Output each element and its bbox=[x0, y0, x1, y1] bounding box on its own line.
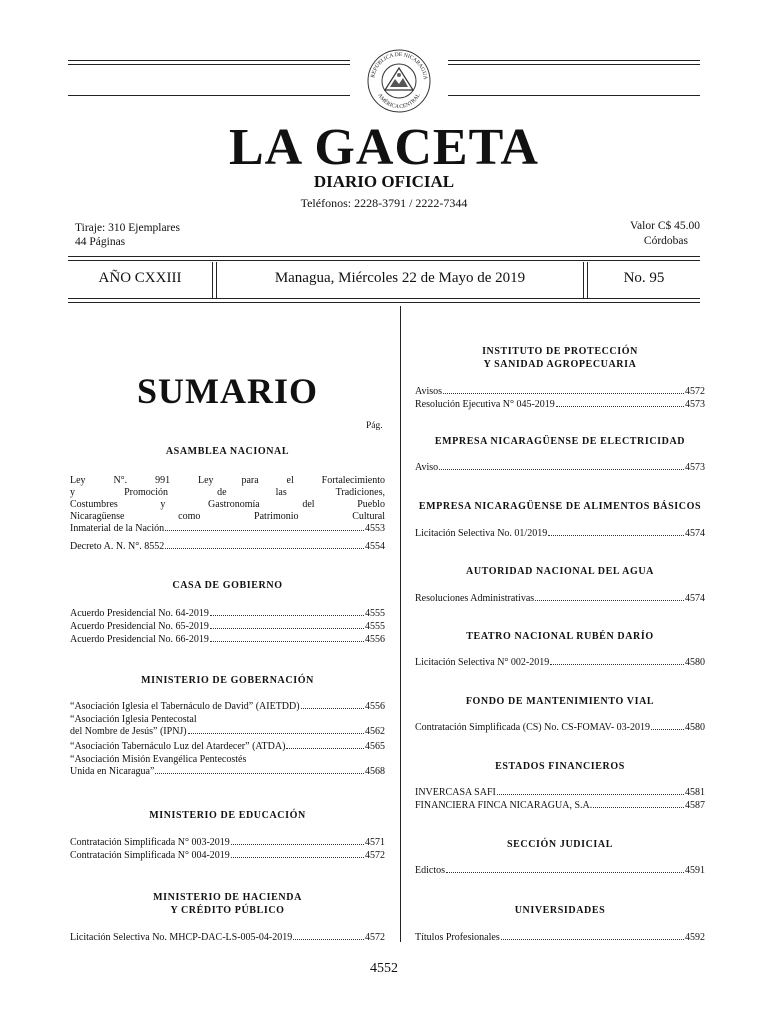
toc-entry-page: 4573 bbox=[685, 399, 705, 410]
dot-leader bbox=[188, 733, 364, 734]
toc-entry-text: del Nombre de Jesús” (IPNJ) bbox=[70, 726, 187, 737]
dot-leader bbox=[548, 535, 684, 536]
toc-entry-page: 4572 bbox=[365, 850, 385, 861]
info-bar-top-rule-2 bbox=[68, 260, 700, 261]
toc-entry-page: 4580 bbox=[685, 657, 705, 668]
toc-entry-text: Contratación Simplificada (CS) No. CS-FOMAV- 03-2019 bbox=[415, 722, 650, 733]
info-bar-bottom-rule bbox=[68, 298, 700, 299]
svg-text:AMÉRICA CENTRAL: AMÉRICA CENTRAL bbox=[376, 92, 422, 111]
issue-year: AÑO CXXIII bbox=[98, 270, 182, 286]
info-bar-divider-2 bbox=[583, 262, 584, 298]
newspaper-subtitle: DIARIO OFICIAL bbox=[313, 172, 455, 191]
section-title: MINISTERIO DE GOBERNACIÓN bbox=[141, 675, 314, 686]
toc-entry[interactable] bbox=[70, 701, 385, 713]
dot-leader bbox=[165, 548, 364, 549]
toc-entry-line: Ley N°. 991 Ley para el Fortalecimiento bbox=[70, 475, 385, 486]
dot-leader bbox=[231, 857, 364, 858]
dot-leader bbox=[210, 615, 364, 616]
toc-entry-page: 4553 bbox=[365, 523, 385, 534]
dot-leader bbox=[501, 939, 684, 940]
dot-leader bbox=[651, 729, 684, 730]
section-title-line-2: Y SANIDAD AGROPECUARIA bbox=[483, 359, 637, 370]
toc-entry-page: 4572 bbox=[685, 386, 705, 397]
toc-entry[interactable] bbox=[415, 462, 705, 474]
toc-entry-text: Licitación Selectiva N° 002-2019 bbox=[415, 657, 550, 668]
toc-entry-text: Resoluciones Administrativas bbox=[415, 593, 535, 604]
toc-entry-page: 4562 bbox=[365, 726, 385, 737]
phone-numbers: Teléfonos: 2228-3791 / 2222-7344 bbox=[300, 196, 468, 210]
toc-entry-page: 4580 bbox=[685, 722, 705, 733]
toc-entry-page: 4571 bbox=[365, 837, 385, 848]
toc-entry-page: 4554 bbox=[365, 541, 385, 552]
toc-entry-line: “Asociación Misión Evangélica Pentecostés bbox=[70, 754, 247, 765]
toc-entry-line: Costumbres y Gastronomía del Pueblo bbox=[70, 499, 385, 510]
dot-leader bbox=[535, 600, 684, 601]
toc-entry-page: 4556 bbox=[365, 701, 385, 712]
toc-entry-text: Contratación Simplificada N° 004-2019 bbox=[70, 850, 230, 861]
dot-leader bbox=[210, 641, 364, 642]
toc-entry-text: Títulos Profesionales bbox=[415, 932, 500, 943]
toc-entry[interactable] bbox=[415, 657, 705, 669]
toc-entry[interactable] bbox=[415, 386, 705, 398]
toc-entry[interactable] bbox=[70, 932, 385, 944]
toc-entry-page: 4581 bbox=[685, 787, 705, 798]
dot-leader bbox=[556, 406, 684, 407]
toc-entry-page: 4591 bbox=[685, 865, 705, 876]
toc-entry-line: Nicaragüense como Patrimonio Cultural bbox=[70, 511, 385, 522]
toc-entry-text: Aviso bbox=[415, 462, 439, 473]
toc-entry-line: “Asociación Iglesia Pentecostal bbox=[70, 714, 197, 725]
section-title-line-2: Y CRÉDITO PÚBLICO bbox=[170, 905, 285, 916]
toc-entry-page: 4565 bbox=[365, 741, 385, 752]
section-title: AUTORIDAD NACIONAL DEL AGUA bbox=[466, 566, 654, 577]
dot-leader bbox=[550, 664, 684, 665]
toc-entry-text: Acuerdo Presidencial No. 65-2019 bbox=[70, 621, 209, 632]
toc-entry-text: Inmaterial de la Nación bbox=[70, 523, 165, 534]
info-bar-top-rule bbox=[68, 256, 700, 257]
toc-entry[interactable] bbox=[415, 593, 705, 605]
toc-entry-text: “Asociación Tabernáculo Luz del Atardecer” (ATDA) bbox=[70, 741, 286, 752]
toc-entry-page: 4573 bbox=[685, 462, 705, 473]
section-title: UNIVERSIDADES bbox=[514, 905, 606, 916]
toc-entry[interactable] bbox=[415, 528, 705, 540]
toc-entry-page: 4592 bbox=[685, 932, 705, 943]
toc-entry[interactable] bbox=[70, 741, 385, 753]
dot-leader bbox=[593, 807, 684, 808]
toc-entry[interactable] bbox=[70, 714, 385, 738]
section-title: ASAMBLEA NACIONAL bbox=[165, 446, 290, 457]
toc-entry-text: Edictos bbox=[415, 865, 445, 876]
toc-entry-text: Acuerdo Presidencial No. 64-2019 bbox=[70, 608, 209, 619]
newspaper-title: LA GACETA bbox=[229, 119, 539, 176]
toc-entry-text: Avisos bbox=[415, 386, 443, 397]
dot-leader bbox=[155, 773, 364, 774]
print-run: Tiraje: 310 Ejemplares bbox=[75, 222, 180, 234]
dot-leader bbox=[497, 794, 684, 795]
page-count: 44 Páginas bbox=[75, 236, 126, 248]
section-title: CASA DE GOBIERNO bbox=[172, 580, 283, 591]
dot-leader bbox=[231, 844, 364, 845]
toc-entry[interactable] bbox=[415, 722, 705, 734]
toc-entry[interactable] bbox=[70, 850, 385, 862]
footer-page-number: 4552 bbox=[370, 961, 398, 976]
section-title: MINISTERIO DE EDUCACIÓN bbox=[149, 810, 306, 821]
toc-entry-page: 4572 bbox=[365, 932, 385, 943]
section-title: EMPRESA NICARAGÜENSE DE ELECTRICIDAD bbox=[434, 436, 686, 447]
info-bar-divider-1 bbox=[212, 262, 213, 298]
section-title: SECCIÓN JUDICIAL bbox=[506, 839, 613, 850]
price: Valor C$ 45.00 bbox=[630, 220, 700, 232]
info-bar-bottom-rule-2 bbox=[68, 302, 700, 303]
dot-leader bbox=[301, 708, 364, 709]
toc-entry-text: “Asociación Iglesia el Tabernáculo de David” (AIETDD) bbox=[70, 701, 300, 712]
national-seal-icon bbox=[354, 47, 444, 115]
toc-entry-page: 4555 bbox=[365, 608, 385, 619]
toc-entry-text: Contratación Simplificada N° 003-2019 bbox=[70, 837, 230, 848]
section-title: TEATRO NACIONAL RUBÉN DARÍO bbox=[466, 631, 654, 642]
toc-entry[interactable] bbox=[415, 399, 705, 411]
issue-number: No. 95 bbox=[623, 270, 665, 286]
toc-entry[interactable] bbox=[415, 932, 705, 944]
masthead-rule-right-2 bbox=[448, 95, 700, 96]
dot-leader bbox=[165, 530, 364, 531]
svg-text:REPÚBLICA DE NICARAGUA: REPÚBLICA DE NICARAGUA bbox=[370, 51, 429, 80]
toc-entry-text: Licitación Selectiva No. 01/2019 bbox=[415, 528, 548, 539]
dot-leader bbox=[439, 469, 684, 470]
toc-entry-page: 4574 bbox=[685, 593, 705, 604]
toc-entry[interactable] bbox=[70, 754, 385, 778]
masthead-rule-left-2 bbox=[68, 95, 350, 96]
page-label: Pág. bbox=[366, 421, 383, 431]
toc-entry-text: Unida en Nicaragua” bbox=[70, 766, 155, 777]
column-divider bbox=[400, 306, 401, 942]
section-title: FONDO DE MANTENIMIENTO VIAL bbox=[465, 696, 655, 707]
sumario-heading: SUMARIO bbox=[136, 371, 318, 411]
masthead-rule-right-top bbox=[448, 60, 700, 61]
toc-entry-page: 4555 bbox=[365, 621, 385, 632]
toc-entry[interactable] bbox=[415, 787, 705, 799]
toc-entry[interactable] bbox=[70, 608, 385, 620]
toc-entry[interactable] bbox=[415, 800, 705, 812]
toc-entry-page: 4556 bbox=[365, 634, 385, 645]
toc-entry-text: Decreto A. N. N°. 8552 bbox=[70, 541, 165, 552]
toc-entry-line: y Promoción de las Tradiciones, bbox=[70, 487, 385, 498]
toc-entry[interactable] bbox=[70, 541, 385, 553]
section-title: MINISTERIO DE HACIENDA bbox=[153, 892, 302, 903]
toc-entry-page: 4574 bbox=[685, 528, 705, 539]
toc-entry[interactable] bbox=[70, 621, 385, 633]
section-title: EMPRESA NICARAGÜENSE DE ALIMENTOS BÁSICOS bbox=[418, 501, 702, 512]
masthead-rule-left-top bbox=[68, 60, 350, 61]
toc-entry-text: Resolución Ejecutiva N° 045-2019 bbox=[415, 399, 555, 410]
toc-entry-page: 4568 bbox=[365, 766, 385, 777]
toc-entry[interactable] bbox=[70, 634, 385, 646]
toc-entry-page: 4587 bbox=[685, 800, 705, 811]
section-title: INSTITUTO DE PROTECCIÓN bbox=[482, 346, 638, 357]
section-title: ESTADOS FINANCIEROS bbox=[495, 761, 625, 772]
toc-entry[interactable] bbox=[70, 837, 385, 849]
currency: Córdobas bbox=[643, 235, 688, 247]
masthead-rule-left-bottom bbox=[68, 64, 350, 65]
dot-leader bbox=[210, 628, 364, 629]
dot-leader bbox=[446, 872, 684, 873]
toc-entry-text: Acuerdo Presidencial No. 66-2019 bbox=[70, 634, 209, 645]
dot-leader bbox=[286, 748, 364, 749]
masthead-rule-right-bottom bbox=[448, 64, 700, 65]
issue-date: Managua, Miércoles 22 de Mayo de 2019 bbox=[274, 270, 526, 286]
toc-entry[interactable] bbox=[70, 475, 385, 535]
toc-entry[interactable] bbox=[415, 865, 705, 877]
toc-entry-text: INVERCASA SAFI bbox=[415, 787, 496, 798]
dot-leader bbox=[293, 939, 364, 940]
dot-leader bbox=[443, 393, 684, 394]
toc-entry-text: Licitación Selectiva No. MHCP-DAC-LS-005-04-2019 bbox=[70, 932, 293, 943]
toc-entry-text: FINANCIERA FINCA NICARAGUA, S.A. bbox=[415, 800, 593, 811]
